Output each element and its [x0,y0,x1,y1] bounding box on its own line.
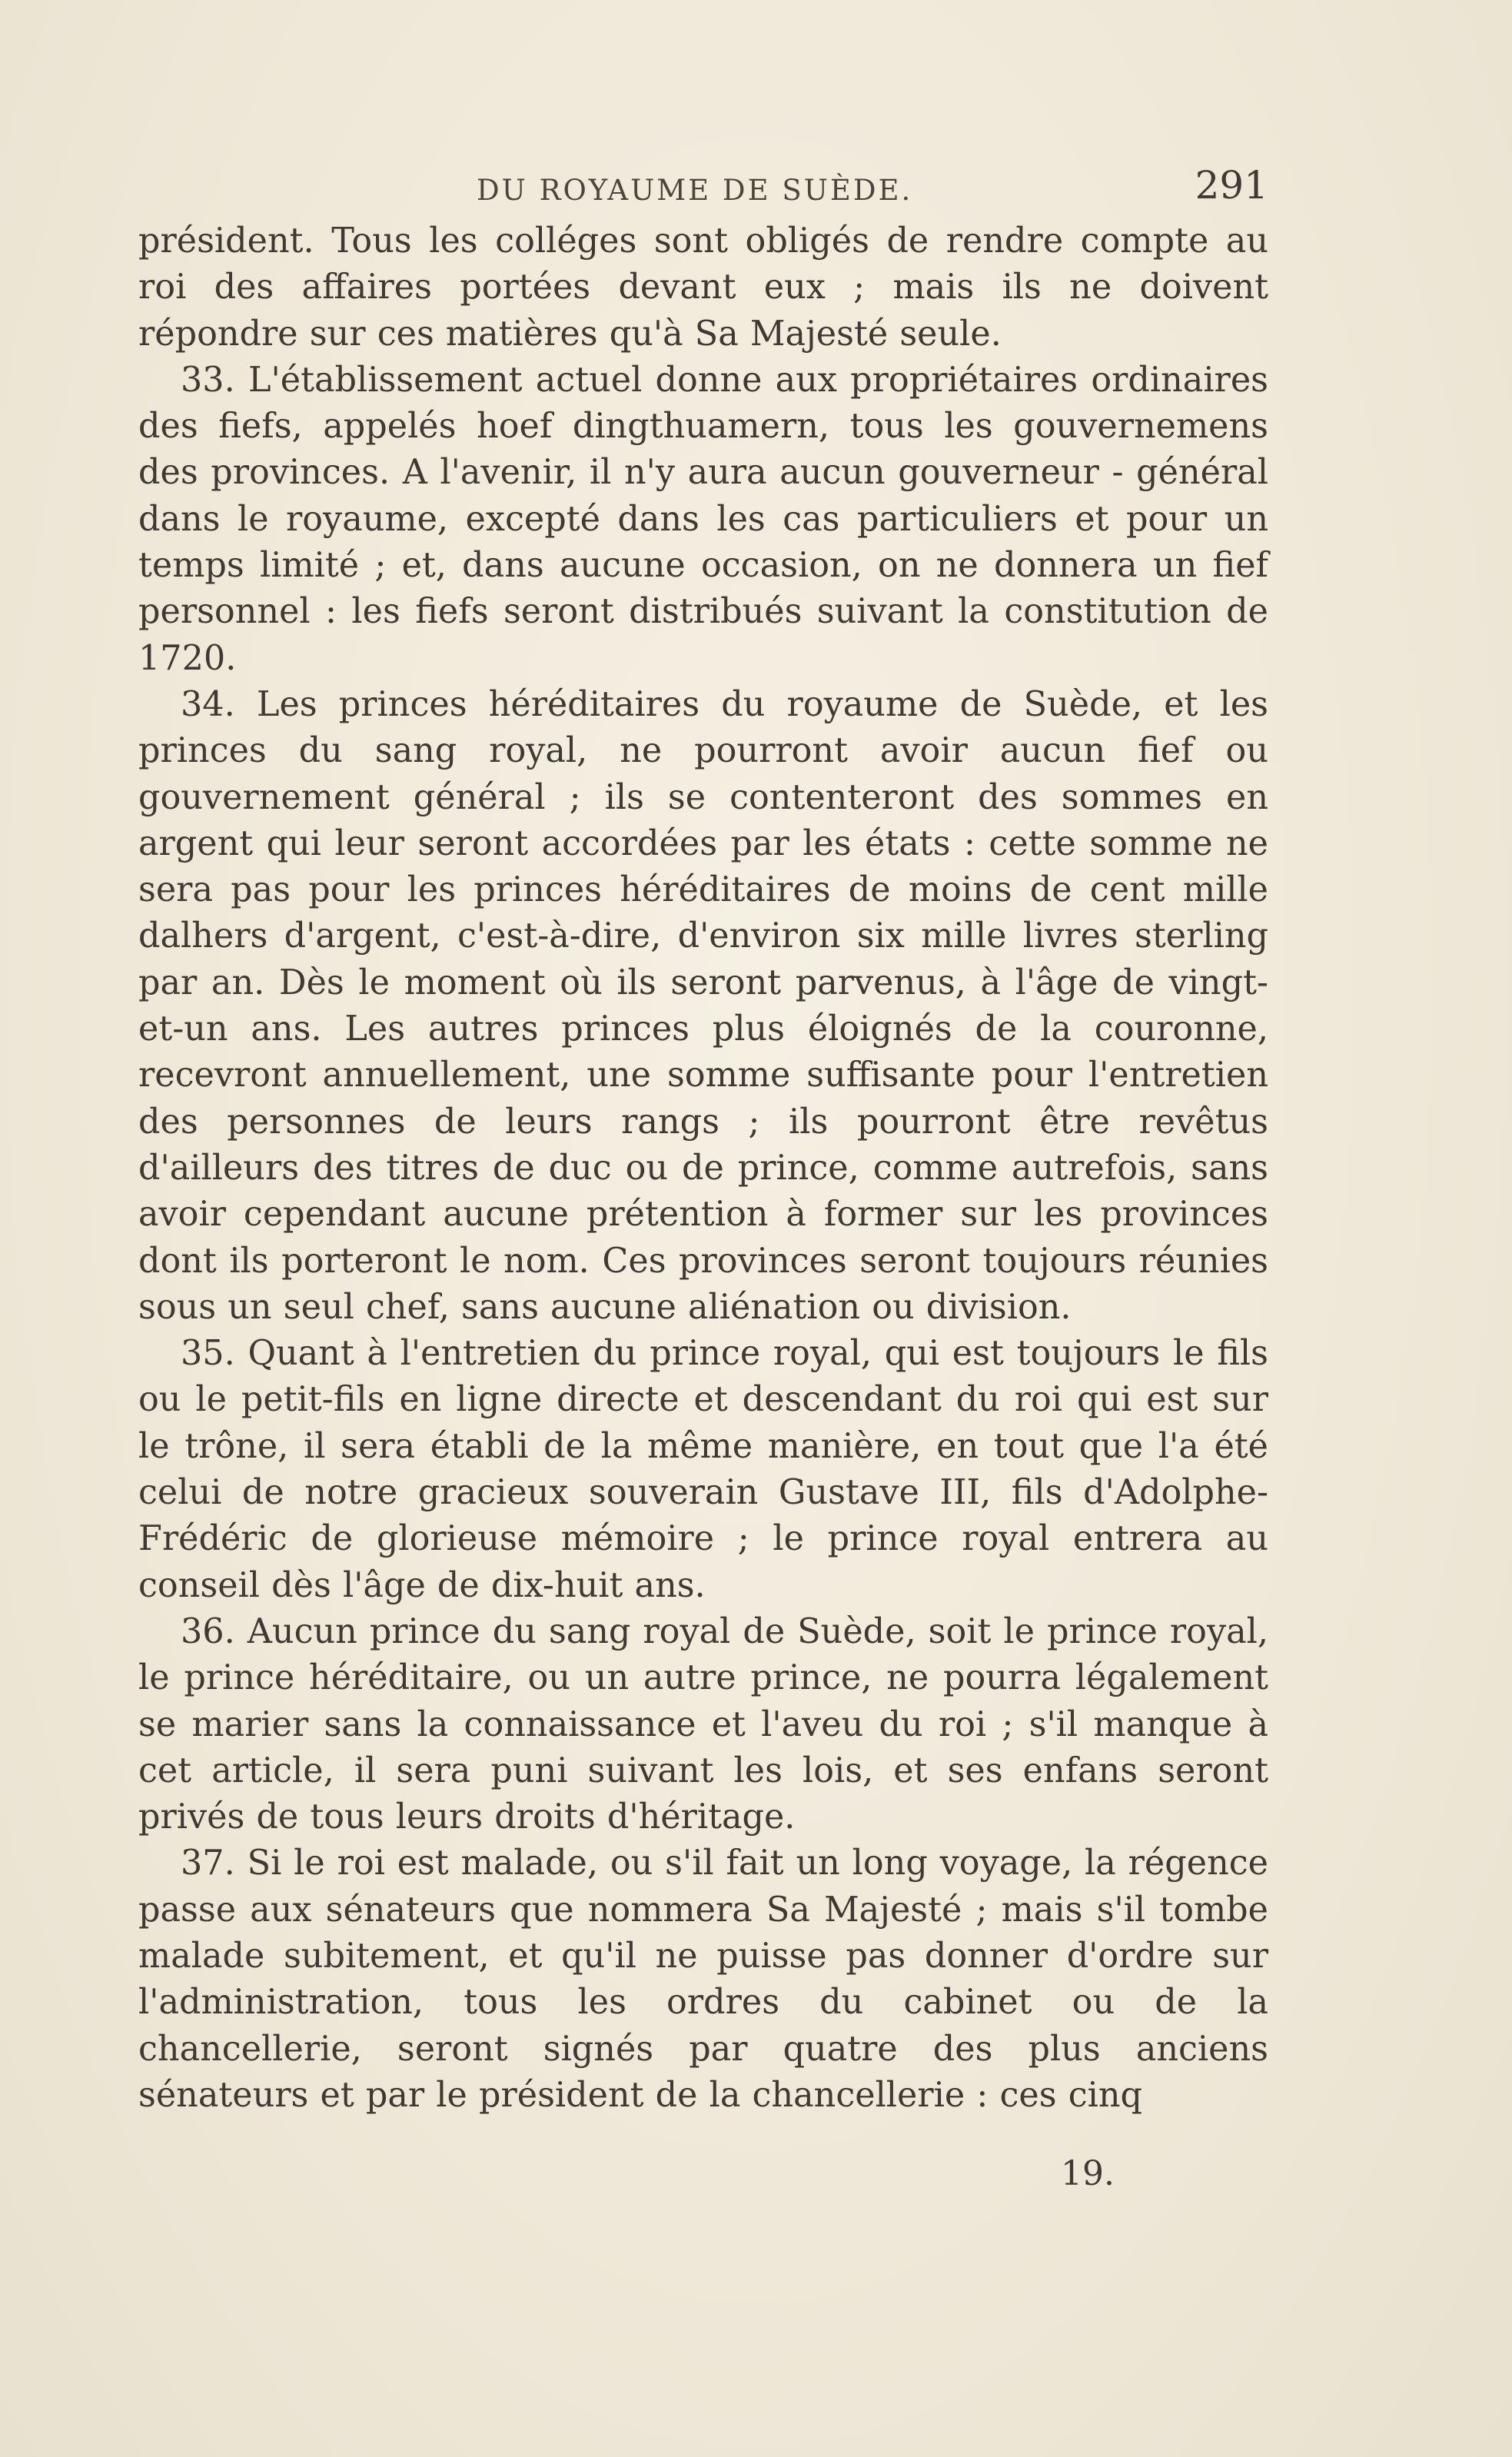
paragraph-article-34: 34. Les princes héréditaires du royaume de Suède, et les princes du sang royal, ne pourront avoir aucun fief ou gouvernement général ; ils se contenteront des sommes en argent qui leur seront accordées par les états : cette somme ne sera pas pour les princes héréditaires de moins de cent mille dalhers d'argent, c'est-à-dire, d'environ six mille livres sterling par an. Dès le moment où ils seront parvenus, à l'âge de vingt-et-un ans. Les autres princes plus éloignés de la couronne, recevront annuellement, une somme suffisante pour l'entretien des personnes de leurs rangs ; ils pourront être revêtus d'ailleurs des titres de duc ou de prince, comme autrefois, sans avoir cependant aucune prétention à former sur les provinces dont ils porteront le nom. Ces provinces seront toujours réunies sous un seul chef, sans aucune aliénation ou division. [138,684,1268,1327]
running-head: DU ROYAUME DE SUÈDE. [477,174,913,207]
paragraph-article-33: 33. L'établissement actuel donne aux propriétaires ordinaires des fiefs, appelés hoef dingthuamern, tous les gouvernemens des provinces. A l'avenir, il n'y aura aucun gouverneur - général dans le royaume, excepté dans les cas particuliers et pour un temps limité ; et, dans aucune occasion, on ne donnera un fief personnel : les fiefs seront distribués suivant la constitution de 1720. [138,360,1268,678]
paragraph-continuation: président. Tous les colléges sont obligés de rendre compte au roi des affaires portées devant eux ; mais ils ne doivent répondre sur ces matières qu'à Sa Majesté seule. [138,221,1268,354]
paragraph-article-35: 35. Quant à l'entretien du prince royal, qui est toujours le fils ou le petit-fils en ligne directe et descendant du roi qui est sur le trône, il sera établi de la même manière, en tout que l'a été celui de notre gracieux souverain Gustave III, fils d'Adolphe-Frédéric de glorieuse mémoire ; le prince royal entrera au conseil dès l'âge de dix-huit ans. [138,1334,1268,1605]
paragraph-article-37: 37. Si le roi est malade, ou s'il fait un long voyage, la régence passe aux sénateurs que nommera Sa Majesté ; mais s'il tombe malade subitement, et qu'il ne puisse pas donner d'ordre sur l'administration, tous les ordres du cabinet ou de la chancellerie, seront signés par quatre des plus anciens sénateurs et par le président de la chancellerie : ces cinq [138,1844,1268,2115]
page-header [138,163,1268,209]
signature-mark: 19. [1061,2154,1115,2193]
page-number: 291 [1195,163,1268,208]
body-text [138,218,1268,2119]
paragraph-article-36: 36. Aucun prince du sang royal de Suède, soit le prince royal, le prince héréditaire, ou un autre prince, ne pourra légalement se marier sans la connaissance et l'aveu du roi ; s'il manque à cet article, il sera puni suivant les lois, et ses enfans seront privés de tous leurs droits d'héritage. [138,1611,1268,1837]
